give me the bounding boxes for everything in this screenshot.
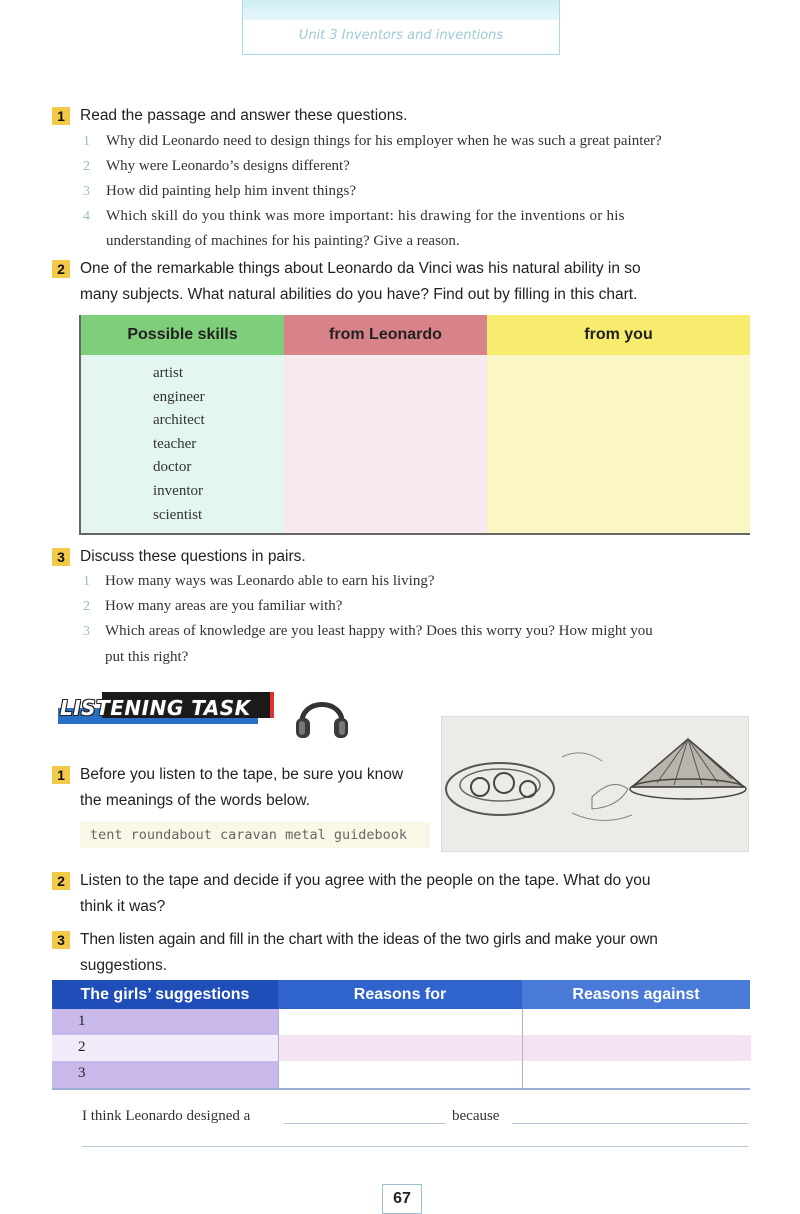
- task2-text-line2: many subjects. What natural abilities do you have? Find out by filling in this chart.: [80, 286, 638, 303]
- task-number-badge: 3: [52, 548, 70, 566]
- task2-text-line1: One of the remarkable things about Leonardo da Vinci was his natural ability in so: [80, 260, 641, 277]
- discussion-question-3: Which areas of knowledge are you least happy with? Does this worry you? How might you: [105, 623, 653, 639]
- header-reasons-against: Reasons against: [522, 980, 750, 1009]
- suggestions-table: [52, 980, 750, 1090]
- table-row: [52, 1061, 750, 1087]
- page-number: 67: [382, 1184, 422, 1214]
- listening-task2-line2: think it was?: [80, 898, 166, 915]
- row-number: 1: [78, 1013, 86, 1029]
- conclusion-part1: I think Leonardo designed a: [82, 1108, 251, 1124]
- unit-title: Unit 3 Inventors and inventions: [298, 28, 504, 43]
- fill-blank-because[interactable]: [512, 1123, 748, 1124]
- task-number-badge: 3: [52, 931, 70, 949]
- task-number-badge: 1: [52, 107, 70, 125]
- header-possible-skills: Possible skills: [81, 315, 284, 355]
- leonardo-sketch-image: [441, 716, 749, 852]
- question-4-text: Which skill do you think was more important: his drawing for the inventions or his: [106, 208, 625, 224]
- suggestion-cell[interactable]: [52, 1035, 278, 1061]
- table-bottom-border: [52, 1088, 750, 1090]
- question-2-text: Why were Leonardo’s designs different?: [106, 158, 350, 174]
- task-number-badge: 1: [52, 766, 70, 784]
- header-girls-suggestions: The girls’ suggestions: [52, 980, 278, 1009]
- reasons-against-cell[interactable]: [522, 1035, 751, 1061]
- question-number: 1: [83, 574, 90, 589]
- question-number: 2: [83, 599, 90, 614]
- task1-instruction: Read the passage and answer these questions.: [80, 107, 408, 124]
- task-number-badge: 2: [52, 260, 70, 278]
- reasons-against-cell[interactable]: [522, 1009, 751, 1035]
- skill-item: inventor: [153, 483, 203, 499]
- question-4-text-cont: understanding of machines for his painting? Give a reason.: [106, 233, 460, 249]
- discussion-question-2: How many areas are you familiar with?: [105, 598, 343, 614]
- reasons-against-cell[interactable]: [522, 1061, 751, 1088]
- reasons-for-cell[interactable]: [278, 1061, 523, 1088]
- table-row: [52, 1009, 750, 1035]
- headphones-icon: [292, 690, 352, 742]
- header-reasons-for: Reasons for: [278, 980, 522, 1009]
- listening-task-title: LISTENING TASK: [60, 696, 251, 720]
- header-from-leonardo: from Leonardo: [284, 315, 487, 355]
- unit-header-banner: [242, 0, 560, 55]
- skill-item: architect: [153, 412, 205, 428]
- skill-item: scientist: [153, 507, 203, 523]
- table-row: [52, 1035, 750, 1061]
- question-number: 1: [83, 134, 90, 149]
- banner-water-image: [243, 0, 559, 20]
- task-number-badge: 2: [52, 872, 70, 890]
- suggestion-cell[interactable]: [52, 1009, 278, 1035]
- fill-blank-line2[interactable]: [82, 1146, 748, 1147]
- listening-task-banner: [52, 690, 268, 734]
- listening-task1-line2: the meanings of the words below.: [80, 792, 311, 809]
- question-number: 3: [83, 184, 90, 199]
- reasons-for-cell[interactable]: [278, 1009, 523, 1035]
- fill-blank-design[interactable]: [284, 1123, 446, 1124]
- discussion-question-3-cont: put this right?: [105, 649, 189, 665]
- listening-task2-line1: Listen to the tape and decide if you agree with the people on the tape. What do you: [80, 872, 651, 889]
- question-number: 3: [83, 624, 90, 639]
- row-number: 2: [78, 1039, 86, 1055]
- listening-task1-line1: Before you listen to the tape, be sure you know: [80, 766, 404, 783]
- skills-chart: [79, 315, 750, 535]
- listening-task3-line2: suggestions.: [80, 957, 168, 974]
- skill-item: artist: [153, 365, 183, 381]
- conclusion-part2: because: [452, 1108, 500, 1124]
- discussion-question-1: How many ways was Leonardo able to earn his living?: [105, 573, 435, 589]
- listening-task3-line1: Then listen again and fill in the chart with the ideas of the two girls and make your own: [80, 931, 658, 948]
- reasons-for-cell[interactable]: [278, 1035, 523, 1061]
- row-number: 3: [78, 1065, 86, 1081]
- question-1-text: Why did Leonardo need to design things for his employer when he was such a great painter?: [106, 133, 662, 149]
- question-number: 2: [83, 159, 90, 174]
- vocabulary-words: tent roundabout caravan metal guidebook: [80, 822, 430, 848]
- skill-item: teacher: [153, 436, 197, 452]
- question-3-text: How did painting help him invent things?: [106, 183, 356, 199]
- skill-item: doctor: [153, 459, 192, 475]
- task3-instruction: Discuss these questions in pairs.: [80, 548, 306, 565]
- skill-item: engineer: [153, 389, 205, 405]
- question-number: 4: [83, 209, 90, 224]
- suggestion-cell[interactable]: [52, 1061, 278, 1088]
- header-from-you: from you: [487, 315, 750, 355]
